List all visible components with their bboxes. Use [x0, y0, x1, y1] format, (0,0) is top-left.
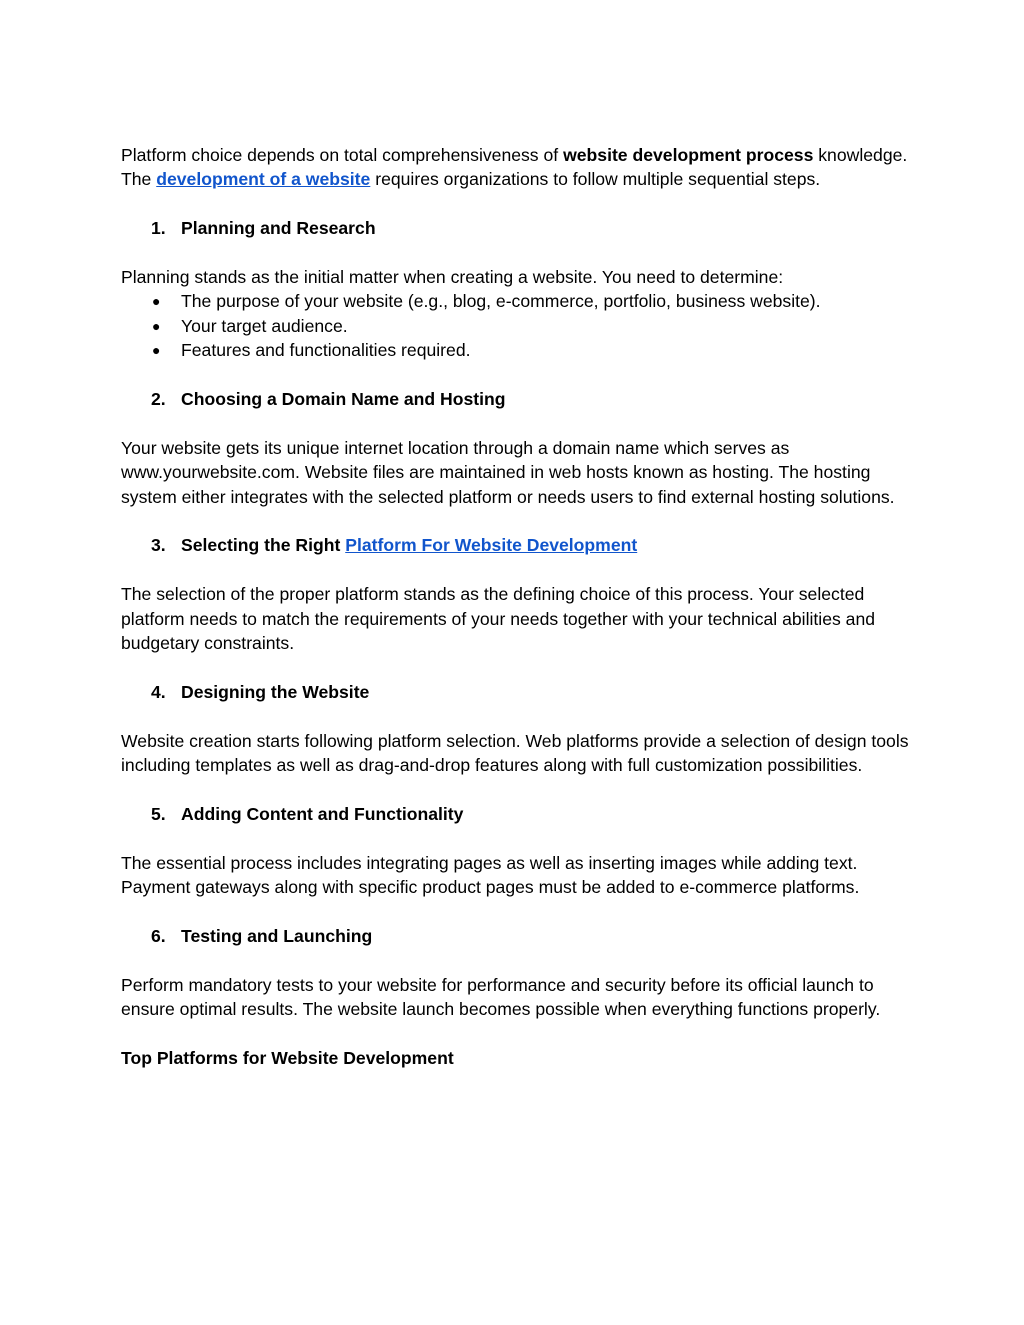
step-heading-4	[121, 680, 911, 704]
step-title-3: Selecting the Right	[181, 535, 346, 556]
step-title-6: Testing and Launching	[181, 925, 373, 946]
platform-for-website-development-link[interactable]: Platform For Website Development	[345, 535, 638, 556]
step-body-3: The selection of the proper platform stands as the defining choice of this process. Your selected platform needs to match the requirements of your needs together with your technical abilities and budgetary constraints.	[121, 584, 876, 654]
step-title-2: Choosing a Domain Name and Hosting	[181, 389, 506, 410]
step-body-2: Your website gets its unique internet location through a domain name which serves as www.yourwebsite.com. Website files are maintained in web hosts known as hosting. The hosting system either integrates with the selected platform or needs users to find external hosting solutions.	[121, 437, 895, 507]
intro-text-1: Platform choice depends on total comprehensiveness of	[121, 145, 564, 165]
bullet-icon: ●	[152, 342, 161, 359]
step-number-2: 2.	[151, 389, 166, 410]
bullet-icon: ●	[152, 293, 161, 310]
development-of-website-link[interactable]: development of a website	[156, 169, 371, 190]
bullet-icon: ●	[152, 317, 161, 334]
step-heading-6	[121, 924, 911, 948]
step-number-1: 1.	[151, 218, 166, 239]
step-body-6: Perform mandatory tests to your website for performance and security before its official launch to ensure optimal results. The website launch becomes possible when everything functions properly.	[121, 974, 881, 1020]
list-item	[121, 289, 911, 313]
step-title-1: Planning and Research	[181, 218, 376, 239]
list-item	[121, 314, 911, 338]
purpose-bullet-list	[121, 289, 911, 362]
intro-bold-phrase: website development process	[563, 145, 814, 165]
list-item-text: The purpose of your website (e.g., blog, e-commerce, portfolio, business website).	[181, 291, 821, 312]
intro-text-3: requires organizations to follow multiple sequential steps.	[370, 169, 821, 190]
step-number-4: 4.	[151, 681, 166, 702]
list-item-text: Features and functionalities required.	[181, 340, 471, 361]
section-heading-top-platforms: Top Platforms for Website Development	[121, 1047, 454, 1068]
step-number-3: 3.	[151, 535, 166, 556]
step-title-4: Designing the Website	[181, 681, 370, 702]
intro-paragraph	[121, 143, 911, 192]
step-body-5: The essential process includes integrating pages as well as inserting images while adding text. Payment gateways along with specific product pages must be added to e-commerce platforms.	[121, 852, 860, 898]
document-page	[121, 143, 911, 1070]
step-number-5: 5.	[151, 803, 166, 824]
step-number-6: 6.	[151, 925, 166, 946]
step-title-5: Adding Content and Functionality	[181, 803, 464, 824]
step-heading-5	[121, 802, 911, 826]
list-item-text: Your target audience.	[181, 315, 348, 336]
step-heading-2	[121, 387, 911, 411]
step-heading-3	[121, 533, 911, 557]
step-body-4: Website creation starts following platform selection. Web platforms provide a selection of design tools including templates as well as drag-and-drop features along with full customization possibilities.	[121, 730, 909, 776]
step-body-1: Planning stands as the initial matter when creating a website. You need to determine:	[121, 267, 784, 287]
list-item	[121, 338, 911, 362]
intro-text-2: knowledge. The	[121, 145, 908, 190]
step-heading-1	[121, 216, 911, 240]
